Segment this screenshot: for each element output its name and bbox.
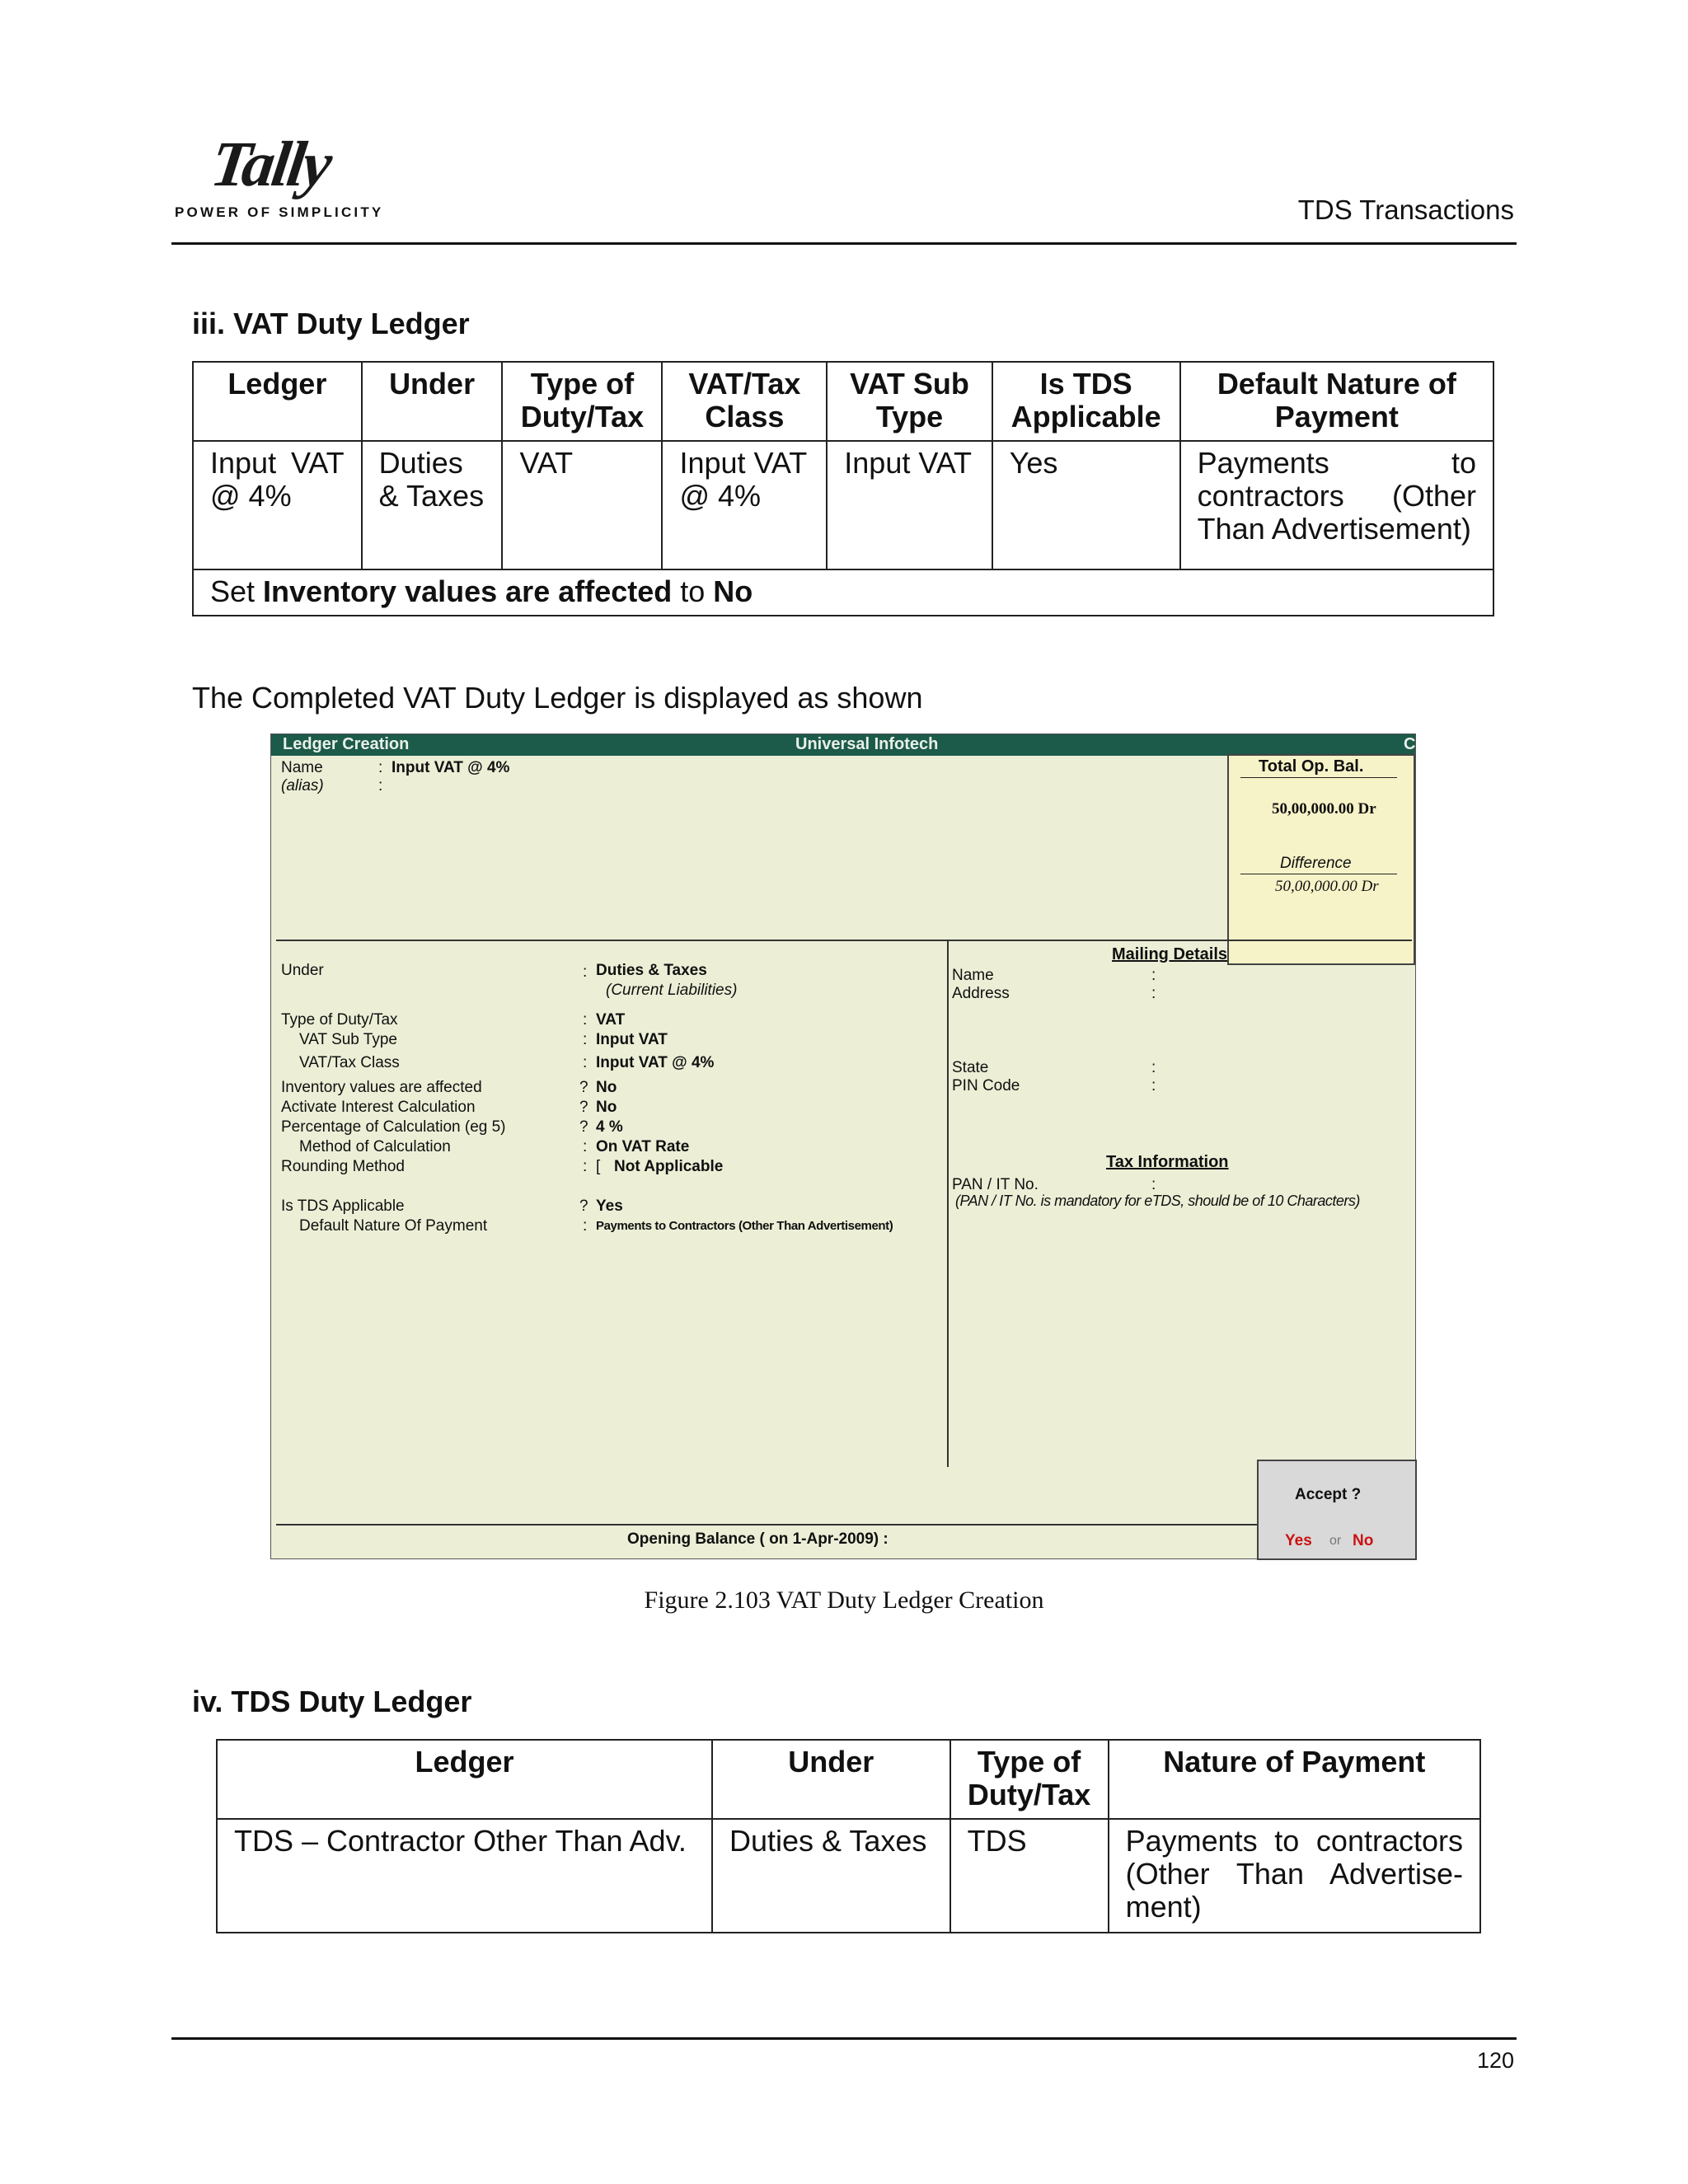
total-balance-panel — [1227, 754, 1415, 965]
pin-code-label: PIN Code — [952, 1077, 1020, 1094]
page-number: 120 — [1476, 2048, 1514, 2073]
column-header: Type of Duty/Tax — [502, 362, 662, 441]
column-header: Ledger — [193, 362, 362, 441]
footer-divider — [276, 1524, 1257, 1526]
prompt-mark: ? — [579, 1099, 588, 1116]
interest-field[interactable]: No — [596, 1099, 617, 1116]
table-row — [217, 1819, 1480, 1933]
accept-dialog — [1257, 1460, 1417, 1560]
colon: : — [583, 1011, 588, 1029]
nature-field[interactable]: Payments to Contractors (Other Than Advertisement) — [596, 1219, 893, 1233]
table-cell: Input VAT @ 4% — [662, 441, 827, 569]
table-cell: TDS — [950, 1819, 1109, 1933]
duty-type-label: Type of Duty/Tax — [281, 1011, 398, 1029]
nature-label: Default Nature Of Payment — [299, 1217, 488, 1235]
interest-label: Activate Interest Calculation — [281, 1099, 476, 1116]
table-header-row — [217, 1740, 1480, 1819]
inventory-label: Inventory values are affected — [281, 1079, 482, 1096]
inventory-field[interactable]: No — [596, 1079, 617, 1096]
tds-field[interactable]: Yes — [596, 1197, 623, 1215]
logo-wordmark: Tally — [206, 128, 335, 199]
vat-sub-type-field[interactable]: Input VAT — [596, 1031, 668, 1048]
column-header: Nature of Payment — [1109, 1740, 1480, 1819]
vat-class-label: VAT/Tax Class — [299, 1054, 400, 1071]
table-cell: Input VAT @ 4% — [193, 441, 362, 569]
pan-note: (PAN / IT No. is mandatory for eTDS, should be of 10 Characters) — [955, 1193, 1360, 1209]
cursor-bracket: [ — [596, 1158, 601, 1175]
column-header: VAT/Tax Class — [662, 362, 827, 441]
screen-title: Ledger Creation — [283, 735, 410, 753]
table-cell: TDS – Contractor Other Than Adv. — [217, 1819, 712, 1933]
column-header: Type of Duty/Tax — [950, 1740, 1109, 1819]
table-cell: Payments to contractors (Other Than Advertisement) — [1180, 441, 1493, 569]
colon: : — [1151, 1059, 1156, 1076]
mailing-name-label: Name — [952, 967, 994, 984]
table-cell: Duties & Taxes — [712, 1819, 950, 1933]
colon: : — [583, 1217, 588, 1235]
colon: : — [1151, 967, 1156, 984]
difference-value: 50,00,000.00 Dr — [1275, 878, 1379, 895]
duty-type-field[interactable]: VAT — [596, 1011, 626, 1029]
table-header-row — [193, 362, 1493, 441]
accept-question: Accept ? — [1295, 1486, 1362, 1503]
mailing-details-heading: Mailing Details — [1112, 945, 1228, 963]
or-text: or — [1329, 1534, 1342, 1548]
prompt-mark: ? — [579, 1079, 588, 1096]
state-label: State — [952, 1059, 989, 1076]
table-note-row — [193, 569, 1493, 616]
alias-label: (alias) — [281, 777, 324, 794]
section-title: TDS Transactions — [1297, 194, 1514, 225]
screen-intro-text: The Completed VAT Duty Ledger is displayed as shown — [192, 681, 923, 715]
section-divider — [276, 940, 1412, 941]
rounding-field[interactable]: Not Applicable — [614, 1158, 724, 1175]
colon: : — [583, 1138, 588, 1155]
method-label: Method of Calculation — [299, 1138, 451, 1155]
rounding-label: Rounding Method — [281, 1158, 405, 1175]
name-label: Name — [281, 759, 323, 776]
percentage-field[interactable]: 4 % — [596, 1118, 623, 1136]
vat-ledger-table — [192, 361, 1494, 616]
colon: : — [583, 963, 588, 981]
colon: : — [1151, 1077, 1156, 1094]
colon: : — [583, 1158, 588, 1175]
divider — [1240, 777, 1397, 778]
table-cell: Yes — [992, 441, 1180, 569]
table-cell: Input VAT — [827, 441, 992, 569]
under-label: Under — [281, 962, 324, 979]
opening-balance-label[interactable]: Opening Balance ( on 1-Apr-2009) : — [627, 1530, 889, 1548]
total-op-bal-label: Total Op. Bal. — [1259, 757, 1364, 776]
tally-logo — [175, 128, 384, 221]
vat-section-heading: iii. VAT Duty Ledger — [192, 307, 470, 340]
no-button[interactable]: No — [1353, 1532, 1374, 1549]
column-header: Under — [362, 362, 503, 441]
column-divider — [947, 941, 949, 1467]
under-field[interactable]: Duties & Taxes — [596, 962, 707, 979]
difference-label: Difference — [1280, 855, 1352, 872]
colon: : — [378, 759, 383, 776]
tax-information-heading: Tax Information — [1106, 1153, 1229, 1171]
method-field[interactable]: On VAT Rate — [596, 1138, 690, 1155]
column-header: Under — [712, 1740, 950, 1819]
title-bar — [271, 734, 1415, 756]
title-right-mark: C — [1404, 735, 1416, 753]
table-row — [193, 441, 1493, 569]
company-name: Universal Infotech — [795, 735, 939, 753]
tds-ledger-table — [216, 1739, 1481, 1933]
column-header: Ledger — [217, 1740, 712, 1819]
colon: : — [583, 1031, 588, 1048]
table-cell: Payments to contractors (Other Than Advertise-ment) — [1109, 1819, 1480, 1933]
colon: : — [1151, 985, 1156, 1002]
prompt-mark: ? — [579, 1118, 588, 1136]
colon: : — [378, 777, 383, 794]
pan-label: PAN / IT No. — [952, 1176, 1039, 1193]
ledger-creation-screen — [270, 733, 1416, 1559]
prompt-mark: ? — [579, 1197, 588, 1215]
under-group: (Current Liabilities) — [606, 982, 738, 999]
address-label: Address — [952, 985, 1010, 1002]
inventory-note: Set Inventory values are affected to No — [193, 569, 1493, 616]
tds-label: Is TDS Applicable — [281, 1197, 405, 1215]
table-cell: Duties & Taxes — [362, 441, 503, 569]
vat-class-field[interactable]: Input VAT @ 4% — [596, 1054, 715, 1071]
tds-section-heading: iv. TDS Duty Ledger — [192, 1685, 472, 1718]
yes-button[interactable]: Yes — [1285, 1532, 1312, 1549]
vat-sub-type-label: VAT Sub Type — [299, 1031, 398, 1048]
column-header: Is TDS Applicable — [992, 362, 1180, 441]
logo-tagline: POWER OF SIMPLICITY — [175, 204, 384, 220]
colon: : — [1151, 1176, 1156, 1193]
percentage-label: Percentage of Calculation (eg 5) — [281, 1118, 506, 1136]
figure-caption: Figure 2.103 VAT Duty Ledger Creation — [644, 1586, 1044, 1614]
header-rule — [171, 242, 1517, 245]
column-header: VAT Sub Type — [827, 362, 992, 441]
column-header: Default Nature of Payment — [1180, 362, 1493, 441]
name-field[interactable]: Input VAT @ 4% — [392, 759, 510, 776]
colon: : — [583, 1054, 588, 1071]
total-op-bal-value: 50,00,000.00 Dr — [1272, 800, 1376, 818]
table-cell: VAT — [502, 441, 662, 569]
footer-rule — [171, 2037, 1517, 2040]
